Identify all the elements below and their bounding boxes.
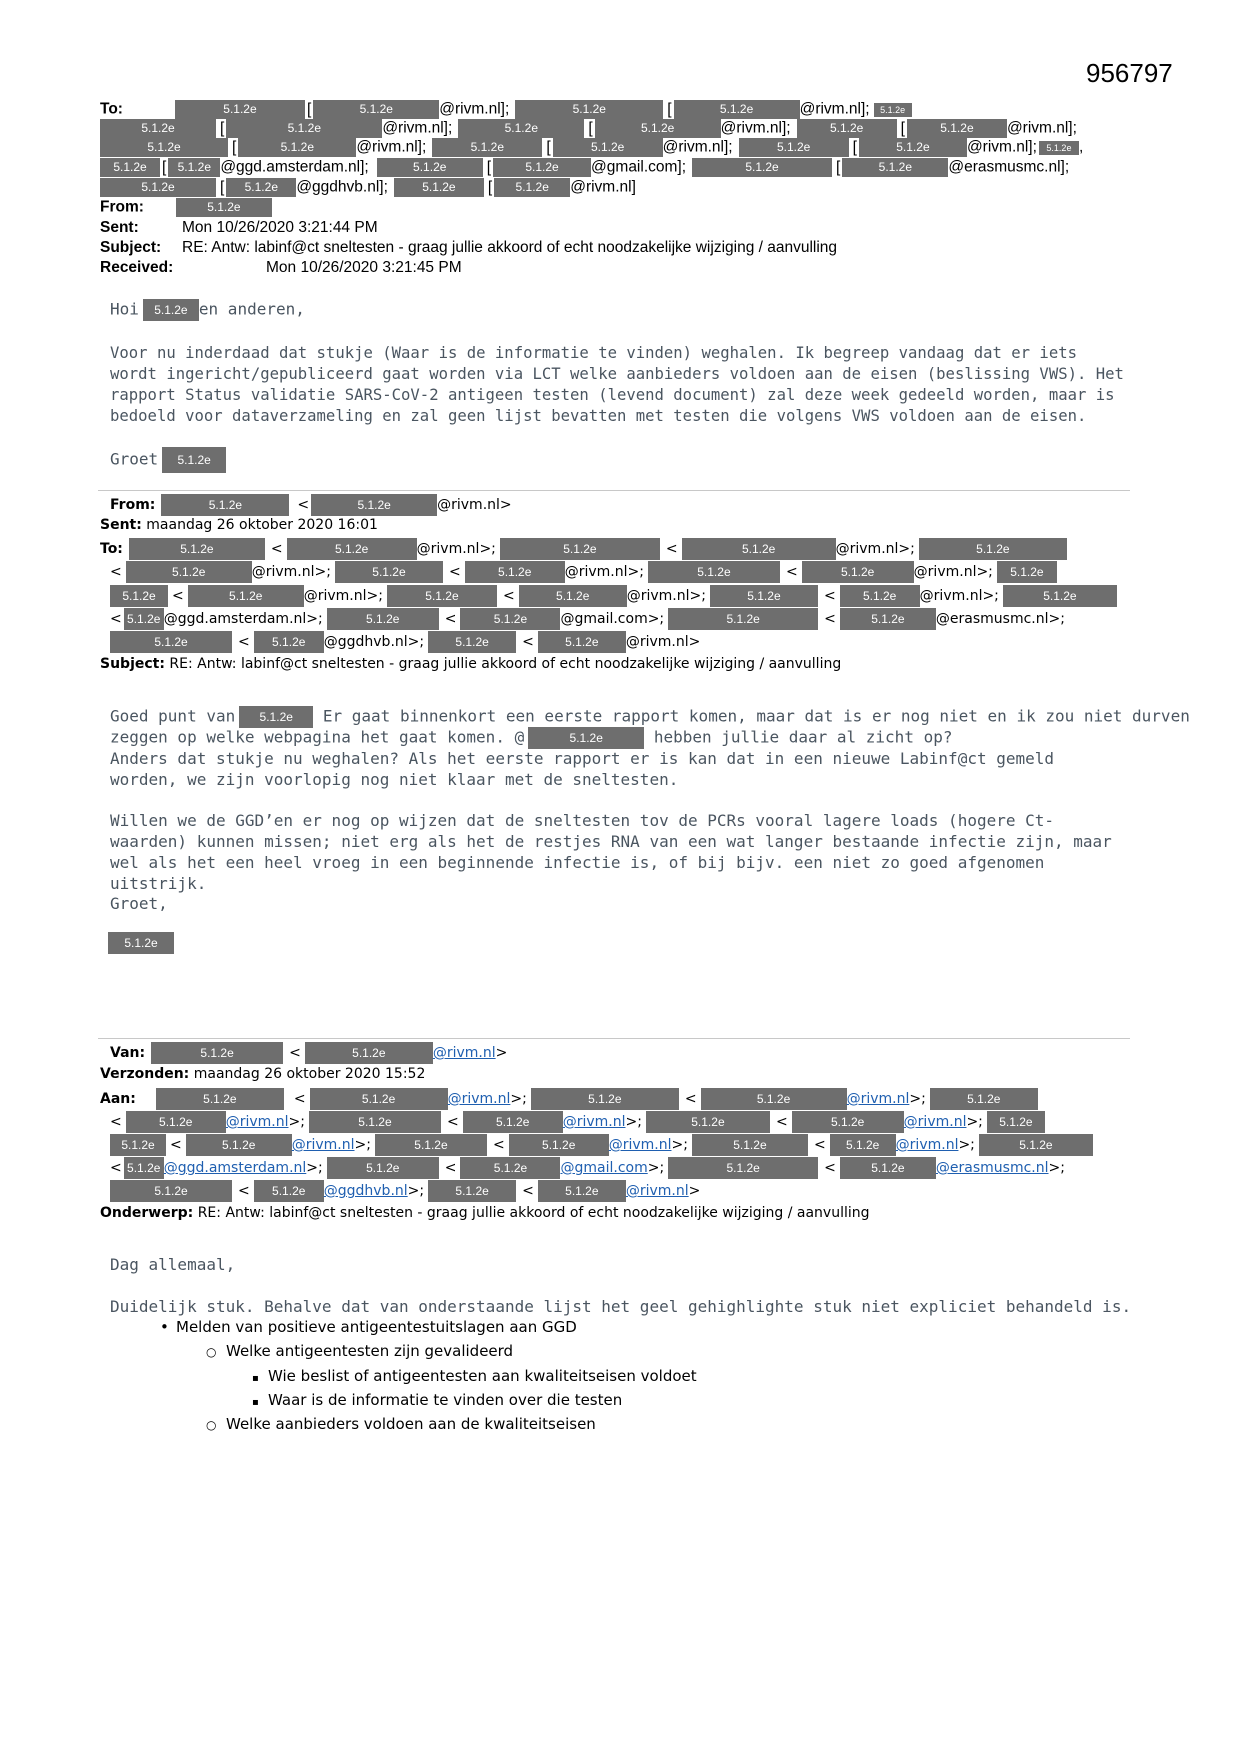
redaction-box: 5.1.2e: [143, 299, 199, 321]
subject-value: RE: Antw: labinf@ct sneltesten - graag jullie akkoord of echt noodzakelijke wijziging / aanvulling: [182, 239, 838, 256]
email-link[interactable]: @rivm.nl: [903, 1114, 967, 1130]
email-domain: @rivm.nl];: [966, 138, 1037, 156]
angle-bracket: >: [495, 1045, 508, 1061]
email-domain: @erasmusmc.nl];: [948, 158, 1070, 176]
message1-paragraph: Voor nu inderdaad dat stukje (Waar is de informatie te vinden) weghalen. Ik begreep vandaag dat er iets wordt ingericht/gepubliceerd gaat worden via LCT welke aanbieders voldoen aan de eisen (beslissing VWS). Het rapport Status validatie SARS-CoV-2 antigeen testen (levend document) zal deze week gedeeld worden, maar is bedoeld voor dataverzameling en zal geen lijst bevatten met testen die volgens VWS voldoen aan de eisen.: [110, 344, 1124, 425]
angle-bracket: <: [238, 634, 250, 650]
redaction-box: 5.1.2e: [387, 585, 497, 607]
redaction-box: 5.1.2e: [463, 1111, 563, 1133]
redaction-box: 5.1.2e: [538, 631, 626, 653]
angle-bracket: <: [289, 1045, 301, 1061]
sent-value: Mon 10/26/2020 3:21:44 PM: [182, 219, 378, 236]
angle-bracket: <: [824, 611, 836, 627]
message1-closing: [110, 447, 226, 473]
bracket: [: [220, 119, 225, 137]
email-link[interactable]: @gmail.com: [560, 1160, 648, 1176]
email-domain: @rivm.nl>;: [626, 588, 706, 604]
email-domain: @erasmusmc.nl>;: [935, 611, 1065, 627]
redaction-box: 5.1.2e: [124, 608, 164, 630]
email-domain: @rivm.nl>;: [564, 564, 644, 580]
message2-closing: Groet,: [110, 894, 168, 913]
redaction-box: 5.1.2e: [987, 1111, 1045, 1133]
aan-line-4: [110, 1157, 1065, 1179]
angle-bracket: <: [238, 1183, 250, 1199]
angle-bracket: <: [492, 1137, 505, 1153]
bracket: [: [487, 178, 493, 196]
onderwerp-line: [100, 1205, 870, 1221]
sent-label: Sent:: [100, 219, 139, 236]
message1-greeting: [110, 299, 305, 321]
bracket: [: [546, 138, 551, 156]
to-label: To:: [100, 541, 123, 557]
van-line: [110, 1042, 507, 1064]
aan-label: Aan:: [100, 1091, 136, 1107]
email-link[interactable]: @rivm.nl: [846, 1091, 910, 1107]
email-domain: @rivm.nl];: [439, 100, 510, 118]
redaction-box: 5.1.2e: [842, 158, 948, 177]
email-link[interactable]: @erasmusmc.nl: [935, 1160, 1049, 1176]
redaction-box: 5.1.2e: [311, 494, 437, 516]
redaction-box: 5.1.2e: [100, 138, 228, 157]
redaction-box: 5.1.2e: [515, 100, 663, 119]
redaction-box: 5.1.2e: [792, 1111, 904, 1133]
to-line-5: [100, 178, 636, 197]
email-link[interactable]: @rivm.nl: [432, 1045, 496, 1061]
redaction-box: 5.1.2e: [739, 138, 849, 157]
email-link[interactable]: @rivm.nl: [562, 1114, 626, 1130]
angle-bracket: >;: [909, 1091, 926, 1107]
bracket: [: [836, 158, 841, 176]
angle-bracket: <: [297, 497, 310, 513]
bullet-item-level3: [252, 1391, 622, 1409]
closing-text: Groet: [110, 449, 159, 469]
redaction-box: 5.1.2e: [254, 1180, 324, 1202]
onderwerp-value: RE: Antw: labinf@ct sneltesten - graag jullie akkoord of echt noodzakelijke wijziging / aanvulling: [197, 1205, 870, 1221]
angle-bracket: >;: [647, 1160, 665, 1176]
onderwerp-label: Onderwerp:: [100, 1205, 194, 1221]
redaction-box: 5.1.2e: [682, 538, 836, 560]
email-link[interactable]: @rivm.nl: [291, 1137, 355, 1153]
redaction-box: 5.1.2e: [156, 1088, 284, 1110]
redaction-box: 5.1.2e: [310, 1088, 448, 1110]
redaction-box: 5.1.2e: [1039, 141, 1079, 155]
redaction-box: 5.1.2e: [335, 561, 443, 583]
redaction-box: 5.1.2e: [428, 631, 516, 653]
redaction-box: 5.1.2e: [840, 585, 920, 607]
angle-bracket: <: [522, 634, 534, 650]
email-link[interactable]: @ggd.amsterdam.nl: [163, 1160, 307, 1176]
angle-bracket: >;: [966, 1114, 983, 1130]
redaction-box: 5.1.2e: [460, 1157, 560, 1179]
redaction-box: 5.1.2e: [129, 538, 265, 560]
redaction-box: 5.1.2e: [126, 1111, 226, 1133]
redaction-box: 5.1.2e: [168, 158, 220, 177]
comma: ,: [1078, 138, 1084, 156]
angle-bracket: <: [684, 1091, 697, 1107]
redaction-box: 5.1.2e: [305, 1042, 433, 1064]
sent-line: [100, 219, 378, 237]
angle-bracket: <: [270, 541, 283, 557]
redaction-box: 5.1.2e: [226, 178, 296, 197]
angle-bracket: >;: [958, 1137, 975, 1153]
email-domain: @gmail.com];: [591, 158, 687, 176]
from-line: [100, 198, 272, 217]
email-domain: @ggd.amsterdam.nl];: [220, 158, 369, 176]
aan-line-3: [110, 1134, 1093, 1156]
email-domain: @rivm.nl>: [625, 634, 701, 650]
bullet-text: Waar is de informatie te vinden over die testen: [268, 1391, 623, 1409]
redaction-box: 5.1.2e: [648, 561, 780, 583]
angle-bracket: <: [110, 1160, 122, 1176]
redaction-box: 5.1.2e: [327, 1157, 439, 1179]
email-domain: @rivm.nl]: [570, 178, 636, 196]
redaction-box: 5.1.2e: [175, 100, 305, 119]
bracket: [: [900, 119, 905, 137]
aan-line-2: [110, 1111, 1045, 1133]
redaction-box: 5.1.2e: [840, 608, 936, 630]
redaction-box: 5.1.2e: [692, 1134, 808, 1156]
redaction-box: 5.1.2e: [674, 100, 800, 119]
redaction-box: 5.1.2e: [226, 119, 382, 138]
angle-bracket: <: [813, 1137, 826, 1153]
redaction-box: 5.1.2e: [110, 1134, 166, 1156]
bullet-icon: •: [160, 1318, 169, 1336]
square-bullet-icon: ▪: [252, 1397, 259, 1408]
redaction-box: 5.1.2e: [254, 631, 324, 653]
email-link[interactable]: @rivm.nl: [625, 1183, 689, 1199]
message2-line3: Anders dat stukje nu weghalen? Als het eerste rapport er is kan dat in een nieuwe Labinf@ct gemeld worden, we zijn voorlopig nog niet klaar met de sneltesten.: [110, 749, 1055, 789]
separator: [98, 490, 1130, 491]
email-domain: @rivm.nl>;: [919, 588, 999, 604]
angle-bracket: <: [823, 588, 836, 604]
redaction-box: 5.1.2e: [458, 119, 584, 138]
angle-bracket: >;: [407, 1183, 425, 1199]
redaction-box: 5.1.2e: [176, 198, 272, 217]
redaction-box: 5.1.2e: [239, 706, 313, 728]
email-domain: @rivm.nl];: [382, 119, 453, 137]
angle-bracket: <: [775, 1114, 788, 1130]
email-link[interactable]: @rivm.nl: [447, 1091, 511, 1107]
redaction-box: 5.1.2e: [162, 447, 226, 473]
angle-bracket: <: [110, 611, 122, 627]
from-label: From:: [110, 497, 156, 513]
received-label: Received:: [100, 259, 174, 276]
to-line-4: [100, 158, 1069, 177]
email-link[interactable]: @rivm.nl: [225, 1114, 289, 1130]
redaction-box: 5.1.2e: [494, 178, 570, 197]
aan-line-5: [110, 1180, 700, 1202]
redaction-box: 5.1.2e: [100, 119, 216, 138]
verzonden-line: [100, 1066, 425, 1082]
subject-label: Subject:: [100, 239, 162, 256]
redaction-box: 5.1.2e: [500, 538, 660, 560]
verzonden-value: maandag 26 oktober 2020 15:52: [193, 1066, 426, 1082]
message-text: Er gaat binnenkort een eerste rapport komen, maar dat is er nog niet en ik zou niet durven: [322, 706, 1190, 726]
redaction-box: 5.1.2e: [979, 1134, 1093, 1156]
subject-line: [100, 239, 837, 257]
redaction-box: 5.1.2e: [907, 119, 1007, 138]
angle-bracket: <: [172, 588, 184, 604]
redaction-box: 5.1.2e: [528, 727, 644, 749]
message3-paragraph: Duidelijk stuk. Behalve dat van onderstaande lijst het geel gehighlighte stuk niet expliciet behandeld is.: [110, 1297, 1132, 1316]
redaction-box: 5.1.2e: [668, 608, 818, 630]
message3-greeting: Dag allemaal,: [110, 1255, 236, 1274]
from-label: From:: [100, 198, 144, 216]
redaction-box: 5.1.2e: [377, 158, 483, 177]
message-text: zeggen op welke webpagina het gaat komen. @: [110, 727, 525, 747]
email-domain: @ggdhvb.nl>;: [323, 634, 425, 650]
angle-bracket: >;: [288, 1114, 305, 1130]
from-line: [110, 494, 512, 516]
redaction-box: 5.1.2e: [465, 561, 565, 583]
angle-bracket: <: [293, 1091, 306, 1107]
redaction-box: 5.1.2e: [509, 1134, 609, 1156]
greeting-text: en anderen,: [198, 299, 305, 319]
redaction-box: 5.1.2e: [930, 1088, 1038, 1110]
redaction-box: 5.1.2e: [161, 494, 289, 516]
redaction-box: 5.1.2e: [668, 1157, 818, 1179]
sent-label: Sent:: [100, 517, 142, 533]
bullet-item-level3: [252, 1367, 697, 1385]
angle-bracket: <: [110, 1114, 122, 1130]
bullet-text: Melden van positieve antigeentestuitslagen aan GGD: [176, 1318, 577, 1336]
angle-bracket: >: [688, 1183, 701, 1199]
bracket: [: [232, 138, 237, 156]
redaction-box: 5.1.2e: [840, 1157, 936, 1179]
square-bullet-icon: ▪: [252, 1373, 259, 1384]
circle-bullet-icon: ○: [206, 1345, 217, 1359]
bullet-text: Welke aanbieders voldoen aan de kwaliteitseisen: [226, 1415, 596, 1433]
angle-bracket: <: [502, 588, 515, 604]
redaction-box: 5.1.2e: [802, 561, 914, 583]
redaction-box: 5.1.2e: [538, 1180, 626, 1202]
sent-line: [100, 517, 378, 533]
message-text: Goed punt van: [110, 706, 236, 726]
redaction-box: 5.1.2e: [646, 1111, 770, 1133]
to-label: To:: [100, 100, 123, 118]
email-domain: @rivm.nl>;: [416, 541, 496, 557]
subject-label: Subject:: [100, 656, 165, 672]
to-line-2: [110, 561, 1057, 583]
redaction-box: 5.1.2e: [151, 1042, 283, 1064]
circle-bullet-icon: ○: [206, 1418, 217, 1432]
signature-redaction: [108, 932, 174, 954]
to-line-5: [110, 631, 700, 653]
bracket: [: [306, 100, 312, 118]
message2-line1: [110, 706, 1190, 728]
redaction-box: 5.1.2e: [797, 119, 897, 138]
redaction-box: 5.1.2e: [519, 585, 627, 607]
angle-bracket: <: [448, 564, 461, 580]
redaction-box: 5.1.2e: [188, 585, 304, 607]
angle-bracket: <: [446, 1114, 459, 1130]
bullet-item-level2: [206, 1415, 596, 1433]
email-domain: @ggd.amsterdam.nl>;: [163, 611, 323, 627]
subject-value: RE: Antw: labinf@ct sneltesten - graag jullie akkoord of echt noodzakelijke wijziging / aanvulling: [169, 656, 842, 672]
angle-bracket: <: [522, 1183, 534, 1199]
redaction-box: 5.1.2e: [238, 138, 356, 157]
angle-bracket: <: [444, 611, 457, 627]
angle-bracket: >;: [1048, 1160, 1065, 1176]
bullet-text: Wie beslist of antigeentesten aan kwaliteitseisen voldoet: [268, 1367, 697, 1385]
email-domain: @rivm.nl>;: [835, 541, 915, 557]
to-line-3: [110, 585, 1117, 607]
van-label: Van:: [110, 1045, 146, 1061]
to-line-1: [100, 538, 1067, 560]
email-link[interactable]: @rivm.nl: [895, 1137, 959, 1153]
redaction-box: 5.1.2e: [859, 138, 967, 157]
separator: [98, 1038, 1130, 1039]
redaction-box: 5.1.2e: [110, 631, 232, 653]
bracket: [: [588, 119, 593, 137]
angle-bracket: >;: [671, 1137, 688, 1153]
to-line-2: [100, 119, 1077, 138]
angle-bracket: >;: [625, 1114, 642, 1130]
email-domain: @rivm.nl];: [799, 100, 870, 118]
redaction-box: 5.1.2e: [428, 1180, 516, 1202]
angle-bracket: >;: [510, 1091, 527, 1107]
to-line-1: [100, 100, 912, 119]
angle-bracket: <: [110, 564, 122, 580]
redaction-box: 5.1.2e: [375, 1134, 487, 1156]
email-domain: @rivm.nl>;: [251, 564, 331, 580]
redaction-box: 5.1.2e: [460, 608, 560, 630]
to-line-4: [110, 608, 1065, 630]
redaction-box: 5.1.2e: [531, 1088, 679, 1110]
redaction-box: 5.1.2e: [692, 158, 832, 177]
received-value: Mon 10/26/2020 3:21:45 PM: [266, 259, 462, 276]
email-domain: @rivm.nl];: [1006, 119, 1077, 137]
redaction-box: 5.1.2e: [309, 1111, 441, 1133]
redaction-box: 5.1.2e: [100, 158, 160, 177]
redaction-box: 5.1.2e: [186, 1134, 292, 1156]
received-line: [100, 259, 462, 277]
angle-bracket: <: [824, 1160, 836, 1176]
redaction-box: 5.1.2e: [701, 1088, 847, 1110]
email-domain: @rivm.nl>: [437, 497, 512, 513]
aan-line-1: [100, 1088, 1038, 1110]
verzonden-label: Verzonden:: [100, 1066, 190, 1082]
redaction-box: 5.1.2e: [110, 585, 168, 607]
redaction-box: 5.1.2e: [126, 561, 252, 583]
email-link[interactable]: @rivm.nl: [608, 1137, 672, 1153]
bullet-item-level2: [206, 1342, 513, 1360]
email-domain: @rivm.nl];: [356, 138, 427, 156]
redaction-box: 5.1.2e: [124, 1157, 164, 1179]
angle-bracket: >;: [354, 1137, 371, 1153]
redaction-box: 5.1.2e: [100, 178, 216, 197]
angle-bracket: <: [444, 1160, 457, 1176]
redaction-box: 5.1.2e: [830, 1134, 896, 1156]
redaction-box: 5.1.2e: [432, 138, 542, 157]
sent-value: maandag 26 oktober 2020 16:01: [146, 517, 378, 533]
bullet-item-level1: [160, 1318, 577, 1336]
redaction-box: 5.1.2e: [110, 1180, 232, 1202]
redaction-box: 5.1.2e: [919, 538, 1067, 560]
redaction-box: 5.1.2e: [394, 178, 484, 197]
greeting-text: Hoi: [110, 299, 139, 319]
subject-line: [100, 656, 841, 672]
email-domain: @rivm.nl];: [720, 119, 791, 137]
redaction-box: 5.1.2e: [595, 119, 721, 138]
message-text: hebben jullie daar al zicht op?: [653, 727, 953, 747]
redaction-box: 5.1.2e: [997, 561, 1057, 583]
bracket: [: [162, 158, 167, 176]
redaction-box: 5.1.2e: [874, 103, 912, 117]
angle-bracket: <: [665, 541, 678, 557]
bullet-text: Welke antigeentesten zijn gevalideerd: [226, 1342, 514, 1360]
email-domain: @rivm.nl];: [662, 138, 733, 156]
bracket: [: [667, 100, 672, 118]
redaction-box: 5.1.2e: [287, 538, 417, 560]
bracket: [: [220, 178, 225, 196]
redaction-box: 5.1.2e: [108, 932, 174, 954]
bracket: [: [486, 158, 492, 176]
email-domain: @gmail.com>;: [560, 611, 665, 627]
email-domain: @ggdhvb.nl];: [296, 178, 388, 196]
redaction-box: 5.1.2e: [493, 158, 591, 177]
angle-bracket: <: [785, 564, 798, 580]
redaction-box: 5.1.2e: [553, 138, 663, 157]
redaction-box: 5.1.2e: [327, 608, 439, 630]
message2-line2: [110, 727, 952, 749]
message2-paragraph: Willen we de GGD’en er nog op wijzen dat de sneltesten tov de PCRs vooral lagere loads (hogere Ct-waarden) kunnen missen; niet erg als het de restjes RNA van een wat langer bestaande infectie zijn, maar wel als het een heel vroeg in een beginnende infectie is, of bij bijv. een niet zo goed afgenomen uitstrijk.: [110, 811, 1112, 893]
angle-bracket: <: [170, 1137, 182, 1153]
email-domain: @rivm.nl>;: [913, 564, 993, 580]
bracket: [: [852, 138, 857, 156]
angle-bracket: >;: [306, 1160, 323, 1176]
document-number: 956797: [1086, 58, 1173, 88]
email-domain: @rivm.nl>;: [303, 588, 383, 604]
redaction-box: 5.1.2e: [1003, 585, 1117, 607]
redaction-box: 5.1.2e: [313, 100, 439, 119]
redaction-box: 5.1.2e: [710, 585, 818, 607]
to-line-3: [100, 138, 1083, 157]
email-link[interactable]: @ggdhvb.nl: [323, 1183, 408, 1199]
